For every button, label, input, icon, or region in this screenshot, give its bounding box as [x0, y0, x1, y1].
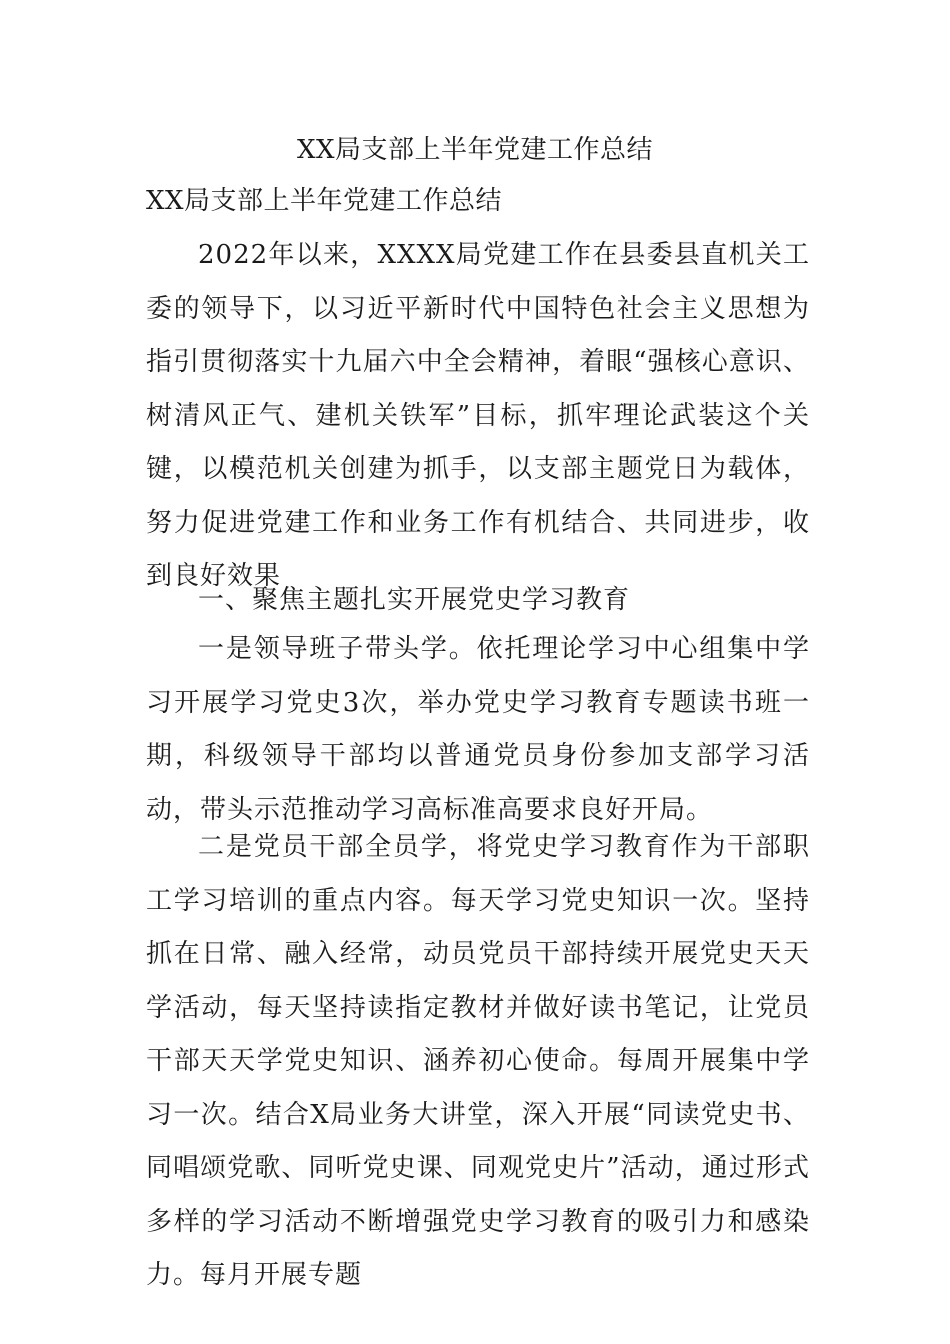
- point-two-paragraph: 二是党员干部全员学，将党史学习教育作为干部职工学习培训的重点内容。每天学习党史知识一次。坚持抓在日常、融入经常，动员党员干部持续开展党史天天学活动，每天坚持读指定教材并做好读书笔记，让党员干部天天学党史知识、涵养初心使命。每周开展集中学习一次。结合X局业务大讲堂，深入开展“同读党史书、同唱颂党歌、同听党史课、同观党史片”活动，通过形式多样的学习活动不断增强党史学习教育的吸引力和感染力。每月开展专题: [146, 832, 810, 1290]
- intro-paragraph: 2022年以来，XXXX局党建工作在县委县直机关工委的领导下，以习近平新时代中国特色社会主义思想为指引贯彻落实十九届六中全会精神，着眼“强核心意识、树清风正气、建机关铁军”目标，抓牢理论武装这个关键，以模范机关创建为抓手，以支部主题党日为载体，努力促进党建工作和业务工作有机结合、共同进步，收到良好效果: [146, 240, 810, 591]
- document-title: XX局支部上半年党建工作总结: [296, 135, 654, 165]
- point-one-paragraph: 一是领导班子带头学。依托理论学习中心组集中学习开展学习党史3次，举办党史学习教育专题读书班一期，科级领导干部均以普通党员身份参加支部学习活动，带头示范推动学习高标准高要求良好开局。: [146, 634, 810, 825]
- document-subtitle: XX局支部上半年党建工作总结: [146, 186, 503, 216]
- section-heading-one: 一、聚焦主题扎实开展党史学习教育: [198, 585, 631, 615]
